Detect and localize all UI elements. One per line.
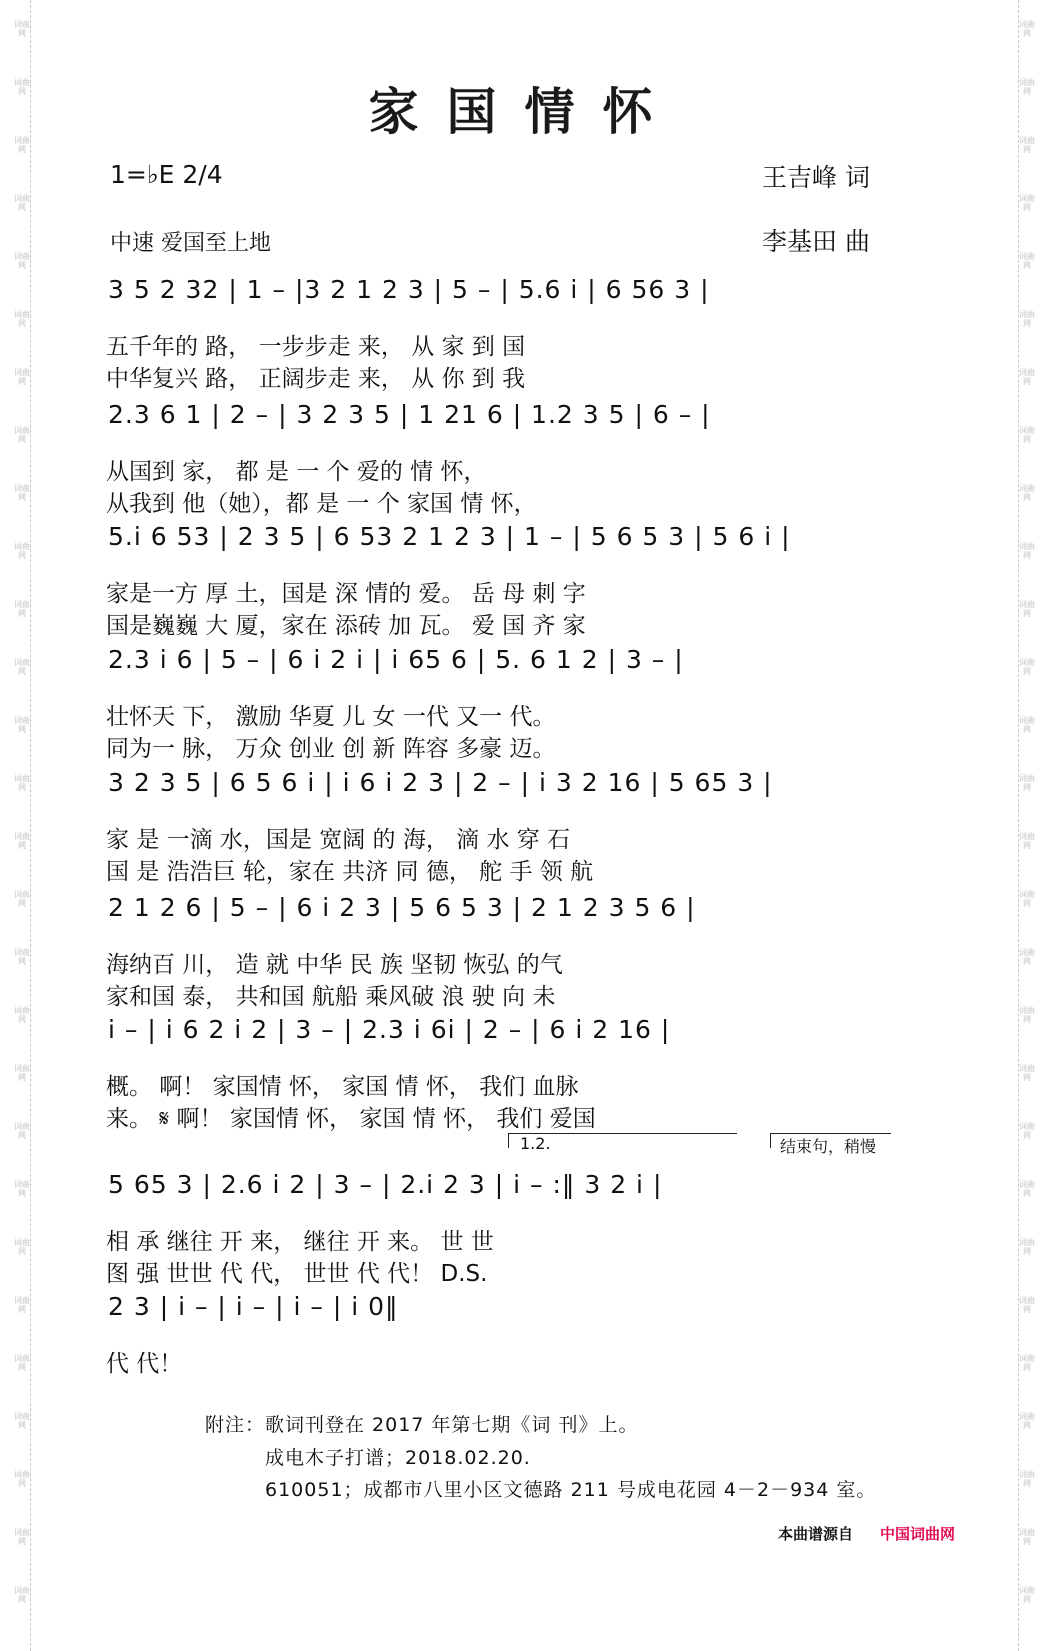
watermark-text: 词曲网 bbox=[14, 1470, 30, 1488]
lyric-line-1: 家是一方 厚 土，国是 深 情的 爱。 岳 母 刺 字 bbox=[106, 581, 586, 607]
watermark-text: 词曲网 bbox=[14, 1296, 30, 1314]
watermark-text: 词曲网 bbox=[14, 600, 30, 618]
composer-credit: 李基田 曲 bbox=[762, 227, 870, 256]
lyric-line-2: 图 强 世世 代 代， 世世 代 代！ D.S. bbox=[106, 1261, 488, 1287]
watermark-text: 词曲网 bbox=[1019, 600, 1035, 618]
watermark-text: 词曲网 bbox=[1019, 1006, 1035, 1024]
watermark-text: 词曲网 bbox=[14, 1238, 30, 1256]
watermark-text: 词曲网 bbox=[1019, 658, 1035, 676]
notation-line: 2 1 2 6 | 5 – | 6 i 2 3 | 5 6 5 3 | 2 1 2 3 5 6 | bbox=[108, 893, 696, 922]
watermark-text: 词曲网 bbox=[14, 658, 30, 676]
watermark-text: 词曲网 bbox=[14, 716, 30, 734]
ending-note: 结束句，稍慢 bbox=[780, 1137, 877, 1156]
notation-line: 2.3 i 6 | 5 – | 6 i 2 i | i 65 6 | 5. 6 1 2 | 3 – | bbox=[108, 645, 684, 674]
watermark-text: 词曲网 bbox=[1019, 368, 1035, 386]
watermark-text: 词曲网 bbox=[14, 890, 30, 908]
watermark-text: 词曲网 bbox=[1019, 774, 1035, 792]
watermark-text: 词曲网 bbox=[14, 832, 30, 850]
key-signature: 1=♭E 2/4 bbox=[110, 160, 223, 189]
lyric-line-1: 相 承 继往 开 来， 继往 开 来。 世 世 bbox=[106, 1229, 494, 1255]
watermark-text: 词曲网 bbox=[1019, 1354, 1035, 1372]
notation-line: 2 3 | i – | i – | i – | i 0‖ bbox=[108, 1292, 399, 1321]
watermark-text: 词曲网 bbox=[1019, 426, 1035, 444]
watermark-text: 词曲网 bbox=[1019, 1528, 1035, 1546]
lyric-line-2: 同为一 脉， 万众 创业 创 新 阵容 多豪 迈。 bbox=[106, 736, 556, 762]
watermark-text: 词曲网 bbox=[1019, 20, 1035, 38]
watermark-text: 词曲网 bbox=[14, 310, 30, 328]
song-title: 家国情怀 bbox=[368, 82, 681, 141]
watermark-text: 词曲网 bbox=[1019, 832, 1035, 850]
lyric-line-1: 壮怀天 下， 激励 华夏 儿 女 一代 又一 代。 bbox=[106, 704, 556, 730]
watermark-text: 词曲网 bbox=[14, 136, 30, 154]
watermark-text: 词曲网 bbox=[1019, 716, 1035, 734]
watermark-text: 词曲网 bbox=[14, 1412, 30, 1430]
watermark-text: 词曲网 bbox=[1019, 194, 1035, 212]
watermark-text: 词曲网 bbox=[14, 1528, 30, 1546]
notation-line: 5.i 6 53 | 2 3 5 | 6 53 2 1 2 3 | 1 – | 5 6 5 3 | 5 6 i | bbox=[108, 522, 791, 551]
source-site-link[interactable]: 中国词曲网 bbox=[880, 1525, 956, 1543]
watermark-text: 词曲网 bbox=[14, 252, 30, 270]
watermark-text: 词曲网 bbox=[1019, 484, 1035, 502]
watermark-text: 词曲网 bbox=[1019, 310, 1035, 328]
notation-line: 3 2 3 5 | 6 5 6 i | i 6 i 2 3 | 2 – | i 3 2 16 | 5 65 3 | bbox=[108, 768, 773, 797]
watermark-text: 词曲网 bbox=[14, 368, 30, 386]
watermark-text: 词曲网 bbox=[1019, 1470, 1035, 1488]
footnote-line-2: 成电木子打谱；2018.02.20. bbox=[265, 1447, 531, 1469]
lyric-line-2: 国是巍巍 大 厦，家在 添砖 加 瓦。 爱 国 齐 家 bbox=[106, 613, 586, 639]
watermark-text: 词曲网 bbox=[14, 948, 30, 966]
watermark-text: 词曲网 bbox=[1019, 1122, 1035, 1140]
lyric-line-1: 海纳百 川， 造 就 中华 民 族 坚韧 恢弘 的气 bbox=[106, 952, 563, 978]
volta-label: 1.2. bbox=[520, 1134, 551, 1153]
footnote-line-1: 附注：歌词刊登在 2017 年第七期《词 刊》上。 bbox=[205, 1414, 639, 1436]
footnote-line-3: 610051；成都市八里小区文德路 211 号成电花园 4－2－934 室。 bbox=[265, 1479, 877, 1501]
watermark-text: 词曲网 bbox=[14, 194, 30, 212]
source-prefix: 本曲谱源自 bbox=[778, 1525, 854, 1543]
watermark-text: 词曲网 bbox=[1019, 890, 1035, 908]
watermark-text: 词曲网 bbox=[14, 1354, 30, 1372]
watermark-text: 词曲网 bbox=[14, 484, 30, 502]
notation-line: 3 5 2 32 | 1 – |3 2 1 2 3 | 5 – | 5.6 i | 6 56 3 | bbox=[108, 275, 710, 304]
watermark-text: 词曲网 bbox=[14, 1586, 30, 1604]
lyric-line-1: 概。 啊！ 家国情 怀， 家国 情 怀， 我们 血脉 bbox=[106, 1074, 579, 1100]
watermark-text: 词曲网 bbox=[1019, 948, 1035, 966]
notation-line: 5 65 3 | 2.6 i 2 | 3 – | 2.i 2 3 | i – :‖ 3 2 i | bbox=[108, 1170, 663, 1199]
watermark-text: 词曲网 bbox=[1019, 1064, 1035, 1082]
watermark-text: 词曲网 bbox=[14, 78, 30, 96]
watermark-text: 词曲网 bbox=[14, 542, 30, 560]
watermark-text: 词曲网 bbox=[1019, 542, 1035, 560]
tempo-marking: 中速 爱国至上地 bbox=[110, 231, 271, 256]
lyric-line-1: 代 代！ bbox=[106, 1351, 183, 1377]
watermark-text: 词曲网 bbox=[14, 1180, 30, 1198]
watermark-text: 词曲网 bbox=[14, 774, 30, 792]
lyric-line-2: 来。 𝄋 啊！ 家国情 怀， 家国 情 怀， 我们 爱国 bbox=[106, 1106, 596, 1132]
watermark-text: 词曲网 bbox=[1019, 136, 1035, 154]
right-watermark-strip bbox=[1018, 0, 1035, 1651]
notation-line: 2.3 6 1 | 2 – | 3 2 3 5 | 1 21 6 | 1.2 3 5 | 6 – | bbox=[108, 400, 711, 429]
watermark-text: 词曲网 bbox=[14, 426, 30, 444]
lyric-line-1: 五千年的 路， 一步步走 来， 从 家 到 国 bbox=[106, 334, 526, 360]
watermark-text: 词曲网 bbox=[14, 1006, 30, 1024]
watermark-text: 词曲网 bbox=[1019, 1586, 1035, 1604]
notation-line: i – | i 6 2 i 2 | 3 – | 2.3 i 6i | 2 – | 6 i 2 16 | bbox=[108, 1015, 671, 1044]
watermark-text: 词曲网 bbox=[1019, 78, 1035, 96]
watermark-text: 词曲网 bbox=[14, 1064, 30, 1082]
watermark-text: 词曲网 bbox=[1019, 1180, 1035, 1198]
lyric-line-2: 中华复兴 路， 正阔步走 来， 从 你 到 我 bbox=[106, 366, 526, 392]
left-watermark-strip bbox=[14, 0, 31, 1651]
lyric-line-1: 从国到 家， 都 是 一 个 爱的 情 怀， bbox=[106, 459, 487, 485]
watermark-text: 词曲网 bbox=[14, 20, 30, 38]
lyricist-credit: 王吉峰 词 bbox=[762, 163, 870, 192]
lyric-line-2: 从我到 他（她），都 是 一 个 家国 情 怀， bbox=[106, 491, 537, 517]
lyric-line-1: 家 是 一滴 水，国是 宽阔 的 海， 滴 水 穿 石 bbox=[106, 827, 571, 853]
watermark-text: 词曲网 bbox=[14, 1122, 30, 1140]
watermark-text: 词曲网 bbox=[1019, 252, 1035, 270]
watermark-text: 词曲网 bbox=[1019, 1296, 1035, 1314]
lyric-line-2: 国 是 浩浩巨 轮，家在 共济 同 德， 舵 手 领 航 bbox=[106, 859, 594, 885]
watermark-text: 词曲网 bbox=[1019, 1412, 1035, 1430]
lyric-line-2: 家和国 泰， 共和国 航船 乘风破 浪 驶 向 未 bbox=[106, 984, 556, 1010]
watermark-text: 词曲网 bbox=[1019, 1238, 1035, 1256]
